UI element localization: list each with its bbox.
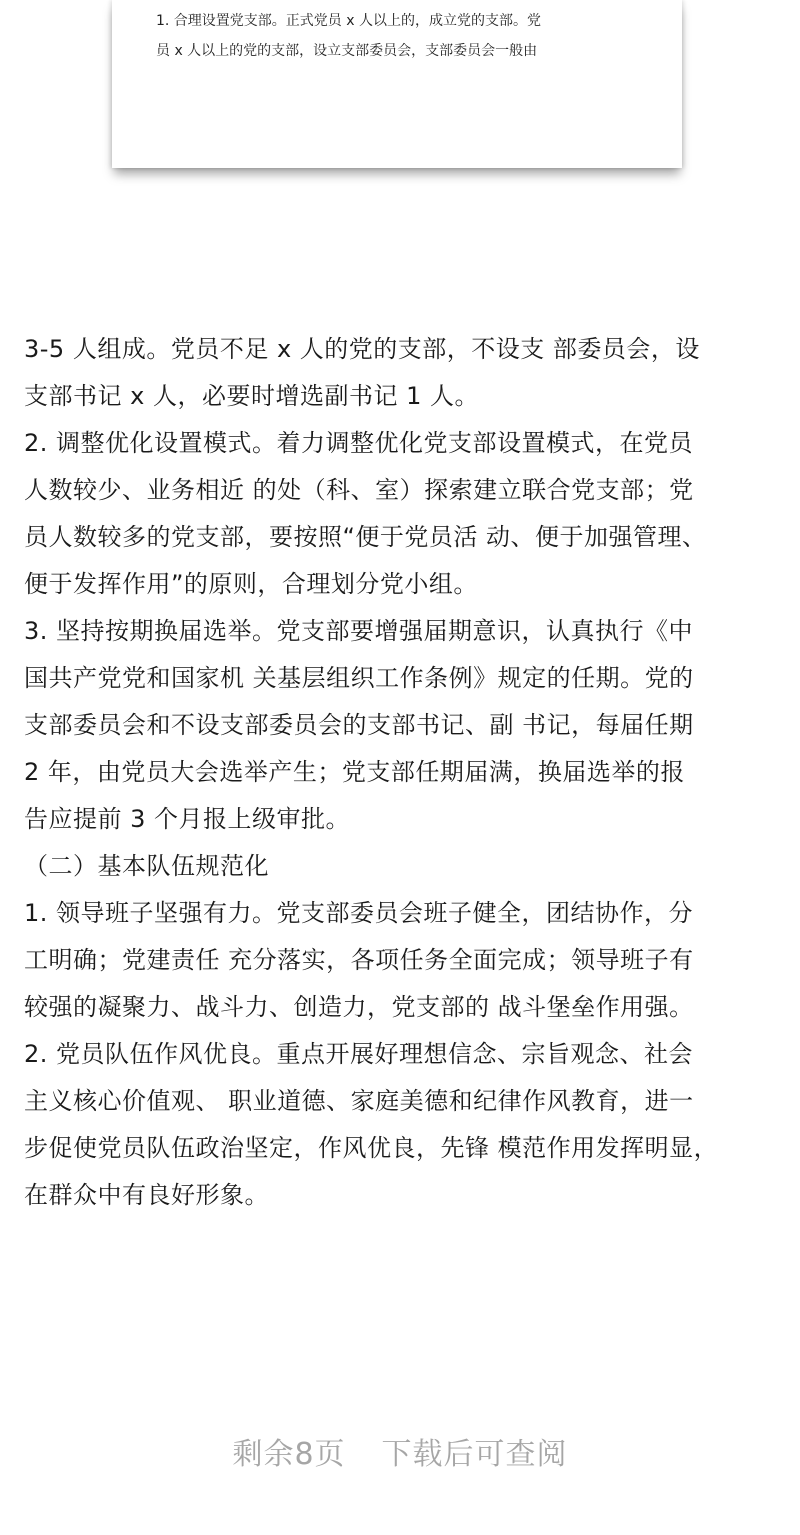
text-line: 人数较少、业务相近 的处（科、室）探索建立联合党支部；党 xyxy=(24,476,694,504)
text-line: 告应提前 3 个月报上级审批。 xyxy=(24,805,351,833)
text-line: 工明确；党建责任 充分落实，各项任务全面完成；领导班子有 xyxy=(24,946,694,974)
page-preview-card xyxy=(112,0,682,168)
text-line: 员人数较多的党支部，要按照“便于党员活 动、便于加强管理、 xyxy=(24,523,707,551)
document-body xyxy=(24,326,784,1219)
section-heading: （二）基本队伍规范化 xyxy=(24,852,269,880)
text-line: 主义核心价值观、 职业道德、家庭美德和纪律作风教育，进一 xyxy=(24,1087,694,1115)
text-line: 3. 坚持按期换届选举。党支部要增强届期意识，认真执行《中 xyxy=(24,617,694,645)
text-line: 3-5 人组成。党员不足 x 人的党的支部，不设支 部委员会，设 xyxy=(24,335,700,363)
text-line: 便于发挥作用”的原则，合理划分党小组。 xyxy=(24,570,478,598)
text-line: 较强的凝聚力、战斗力、创造力，党支部的 战斗堡垒作用强。 xyxy=(24,993,694,1021)
text-line: 支部委员会和不设支部委员会的支部书记、副 书记，每届任期 xyxy=(24,711,694,739)
preview-line: 员 x 人以上的党的支部，设立支部委员会，支部委员会一般由 xyxy=(156,43,538,59)
remaining-pages-label: 剩余8页 xyxy=(232,1437,346,1472)
text-line: 步促使党员队伍政治坚定，作风优良，先锋 模范作用发挥明显， xyxy=(24,1134,719,1162)
text-line: 支部书记 x 人，必要时增选副书记 1 人。 xyxy=(24,382,479,410)
text-line: 2. 调整优化设置模式。着力调整优化党支部设置模式，在党员 xyxy=(24,429,694,457)
text-line: 2. 党员队伍作风优良。重点开展好理想信念、宗旨观念、社会 xyxy=(24,1040,694,1068)
preview-line: 1. 合理设置党支部。正式党员 x 人以上的，成立党的支部。党 xyxy=(156,13,541,29)
download-hint-label: 下载后可查阅 xyxy=(381,1437,568,1472)
text-line: 2 年，由党员大会选举产生；党支部任期届满，换届选举的报 xyxy=(24,758,685,786)
text-line: 国共产党党和国家机 关基层组织工作条例》规定的任期。党的 xyxy=(24,664,694,692)
text-line: 在群众中有良好形象。 xyxy=(24,1181,269,1209)
remaining-pages-download-prompt[interactable] xyxy=(0,1430,800,1480)
preview-text xyxy=(156,6,646,66)
text-line: 1. 领导班子坚强有力。党支部委员会班子健全，团结协作，分 xyxy=(24,899,694,927)
